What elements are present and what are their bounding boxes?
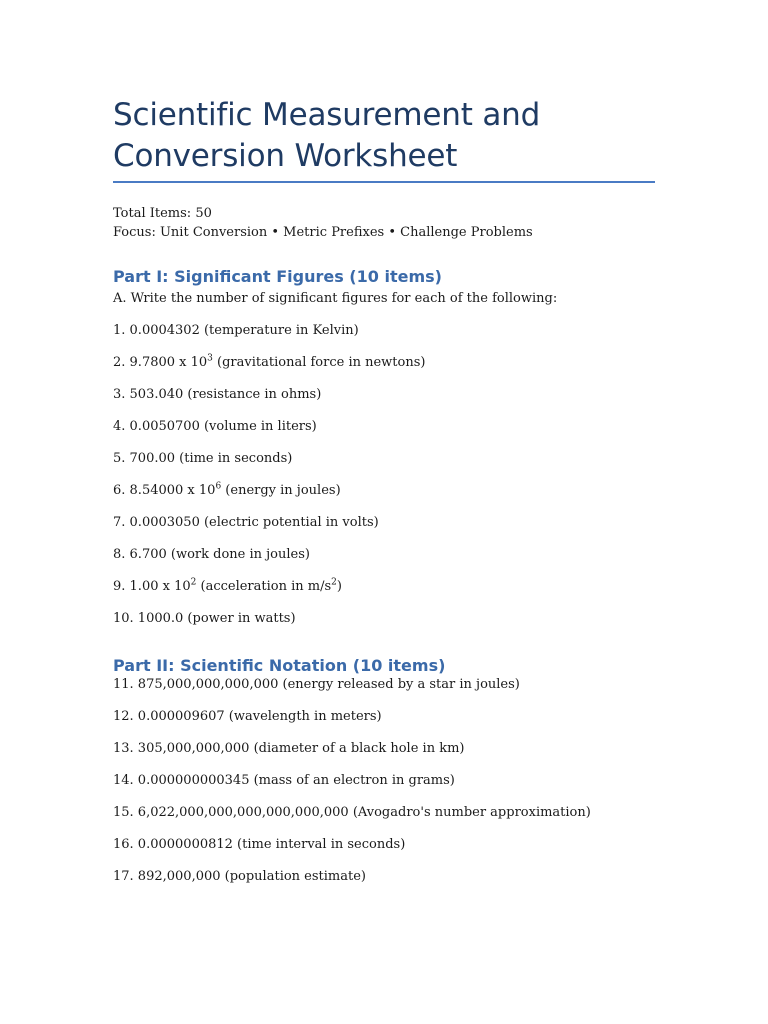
document-title: Scientific Measurement and Conversion Worksheet xyxy=(113,97,541,174)
worksheet-item xyxy=(113,829,655,861)
worksheet-item xyxy=(113,733,655,765)
worksheet-item xyxy=(113,347,655,379)
item-text: 4. 0.0050700 (volume in liters) xyxy=(113,419,317,434)
worksheet-item xyxy=(113,603,655,635)
item-exponent: 3 xyxy=(207,353,213,364)
part2-item-list xyxy=(113,669,655,893)
part1-instruction: A. Write the number of significant figures for each of the following: xyxy=(113,291,558,306)
item-exponent: 2 xyxy=(331,577,337,588)
worksheet-item xyxy=(113,315,655,347)
worksheet-item xyxy=(113,507,655,539)
item-text: 10. 1000.0 (power in watts) xyxy=(113,611,296,626)
item-text: 6. 8.54000 x 10 xyxy=(113,483,216,498)
worksheet-item xyxy=(113,861,655,893)
part2-heading: Part II: Scientific Notation (10 items) xyxy=(113,656,446,675)
item-text: 2. 9.7800 x 10 xyxy=(113,355,208,370)
item-text: 8. 6.700 (work done in joules) xyxy=(113,547,310,562)
item-text: 5. 700.00 (time in seconds) xyxy=(113,451,293,466)
worksheet-item xyxy=(113,411,655,443)
worksheet-page xyxy=(113,95,655,893)
item-text: 11. 875,000,000,000,000 (energy released by a star in joules) xyxy=(113,677,520,692)
worksheet-item xyxy=(113,571,655,603)
worksheet-item xyxy=(113,443,655,475)
item-text: 12. 0.000009607 (wavelength in meters) xyxy=(113,709,382,724)
item-text: ) xyxy=(336,579,342,594)
item-text: 14. 0.000000000345 (mass of an electron in grams) xyxy=(113,773,455,788)
item-text: (acceleration in m/s xyxy=(196,579,332,594)
item-exponent: 2 xyxy=(190,577,197,588)
worksheet-item xyxy=(113,379,655,411)
worksheet-item xyxy=(113,669,655,701)
item-text: (gravitational force in newtons) xyxy=(212,355,426,370)
item-text: 13. 305,000,000,000 (diameter of a black hole in km) xyxy=(113,741,465,756)
focus-line: Focus: Unit Conversion • Metric Prefixes • Challenge Problems xyxy=(113,225,533,240)
document-meta xyxy=(113,204,655,242)
item-text: 15. 6,022,000,000,000,000,000,000 (Avogadro's number approximation) xyxy=(113,805,591,820)
item-text: 1. 0.0004302 (temperature in Kelvin) xyxy=(113,323,359,338)
part1-heading: Part I: Significant Figures (10 items) xyxy=(113,267,442,286)
item-text: (energy in joules) xyxy=(221,483,341,498)
item-text: 3. 503.040 (resistance in ohms) xyxy=(113,387,322,402)
worksheet-item xyxy=(113,475,655,507)
part1-item-list xyxy=(113,315,655,635)
item-text: 7. 0.0003050 (electric potential in volts) xyxy=(113,515,379,530)
item-exponent: 6 xyxy=(215,481,222,492)
title-divider xyxy=(113,181,655,183)
worksheet-item xyxy=(113,701,655,733)
item-text: 17. 892,000,000 (population estimate) xyxy=(113,869,366,884)
total-items: Total Items: 50 xyxy=(113,206,212,221)
item-text: 16. 0.0000000812 (time interval in seconds) xyxy=(113,837,406,852)
worksheet-item xyxy=(113,539,655,571)
item-text: 9. 1.00 x 10 xyxy=(113,579,191,594)
worksheet-item xyxy=(113,765,655,797)
worksheet-item xyxy=(113,797,655,829)
